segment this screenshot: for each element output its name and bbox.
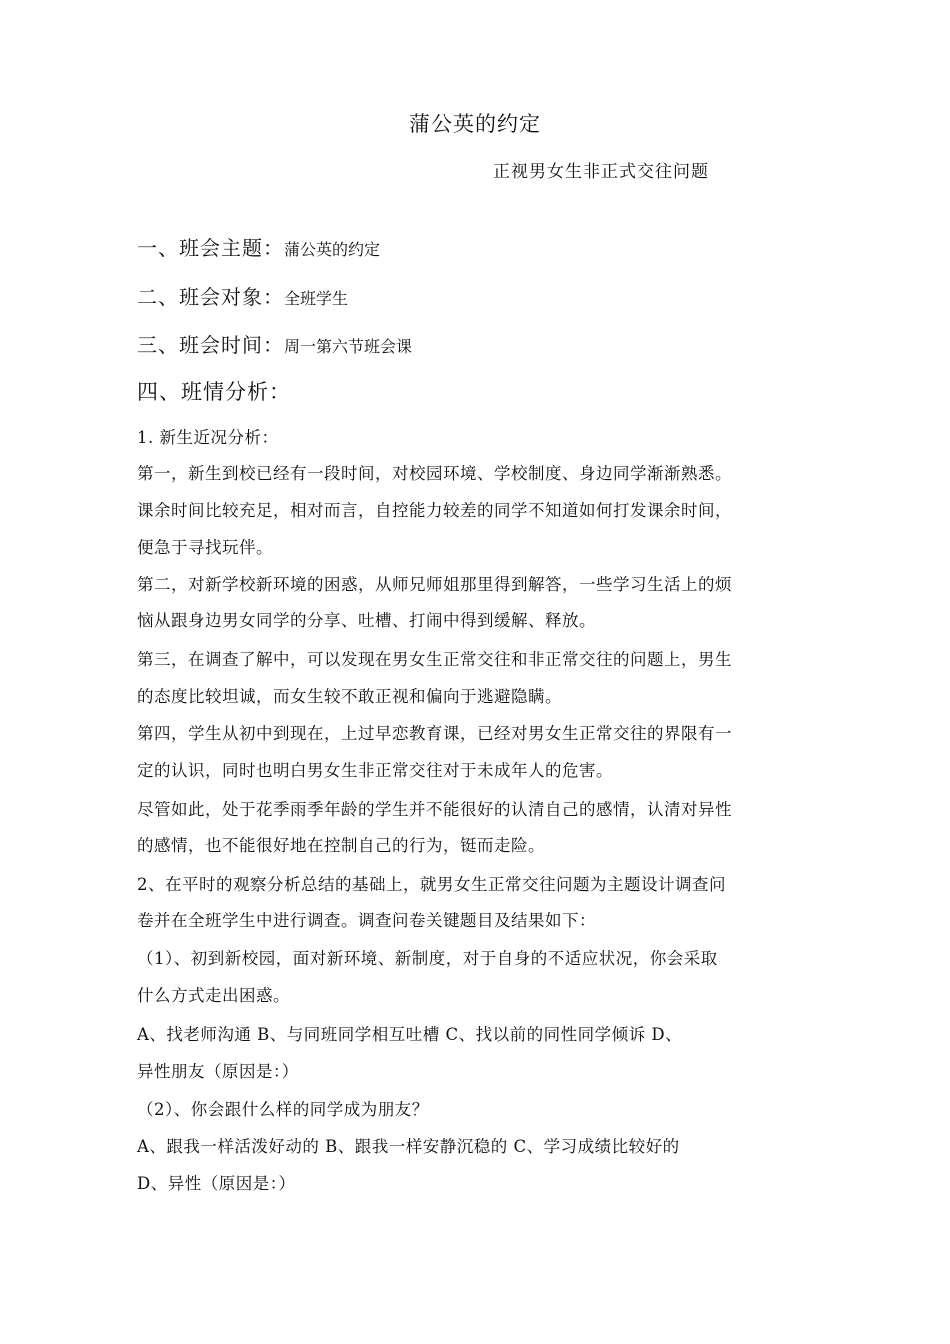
document-title: 蒲公英的约定 (409, 112, 541, 136)
body-line: 的感情，也不能很好地在控制自己的行为，铤而走险。 (137, 836, 545, 855)
body-line: 定的认识，同时也明白男女生非正常交往对于未成年人的危害。 (137, 761, 613, 780)
body-line: 第四，学生从初中到现在，上过早恋教育课，已经对男女生正常交往的界限有一 (137, 724, 732, 743)
body-line: （2）、你会跟什么样的同学成为朋友？ (137, 1100, 429, 1119)
section-audience (137, 281, 348, 310)
body-line: 尽管如此，处于花季雨季年龄的学生并不能很好的认清自己的感情，认清对异性 (137, 800, 732, 819)
body-line: 恼从跟身边男女同学的分享、吐槽、打闹中得到缓解、释放。 (137, 611, 596, 630)
body-line: 第二，对新学校新环境的困惑，从师兄师姐那里得到解答，一些学习生活上的烦 (137, 575, 732, 594)
body-line: D、异性（原因是：） (137, 1174, 296, 1193)
section-time-heading: 三、班会时间： (137, 333, 284, 357)
body-line: 异性朋友（原因是：） (137, 1062, 299, 1081)
section-audience-value: 全班学生 (284, 289, 349, 308)
body-line: 课余时间比较充足，相对而言，自控能力较差的同学不知道如何打发课余时间， (137, 501, 732, 520)
body-line: 便急于寻找玩伴。 (137, 538, 273, 557)
section-time-value: 周一第六节班会课 (284, 337, 413, 356)
body-line: A、跟我一样活泼好动的 B、跟我一样安静沉稳的 C、学习成绩比较好的 (137, 1137, 680, 1156)
body-line: 卷并在全班学生中进行调查。调查问卷关键题目及结果如下： (137, 911, 596, 930)
body-line: 的态度比较坦诚，而女生较不敢正视和偏向于逃避隐瞒。 (137, 687, 562, 706)
body-line: （1）、初到新校园，面对新环境、新制度，对于自身的不适应状况，你会采取 (137, 949, 718, 968)
section-audience-heading: 二、班会对象： (137, 285, 284, 309)
section-theme-value: 蒲公英的约定 (284, 240, 381, 259)
section-class-analysis-heading: 四、班情分析： (137, 380, 291, 404)
body-line: 什么方式走出困惑。 (137, 986, 290, 1005)
body-line: 第三，在调查了解中，可以发现在男女生正常交往和非正常交往的问题上，男生 (137, 650, 732, 669)
body-line: 第一，新生到校已经有一段时间，对校园环境、学校制度、身边同学渐渐熟悉。 (137, 464, 732, 483)
section-theme (137, 232, 380, 261)
body-line: A、找老师沟通 B、与同班同学相互吐槽 C、找以前的同性同学倾诉 D、 (137, 1025, 683, 1044)
body-line: 2、在平时的观察分析总结的基础上，就男女生正常交往问题为主题设计调查问 (137, 875, 726, 894)
document-subtitle: 正视男女生非正式交往问题 (493, 162, 709, 182)
section-theme-heading: 一、班会主题： (137, 236, 284, 260)
section-time (137, 329, 412, 358)
body-line: 1. 新生近况分析： (137, 428, 279, 447)
